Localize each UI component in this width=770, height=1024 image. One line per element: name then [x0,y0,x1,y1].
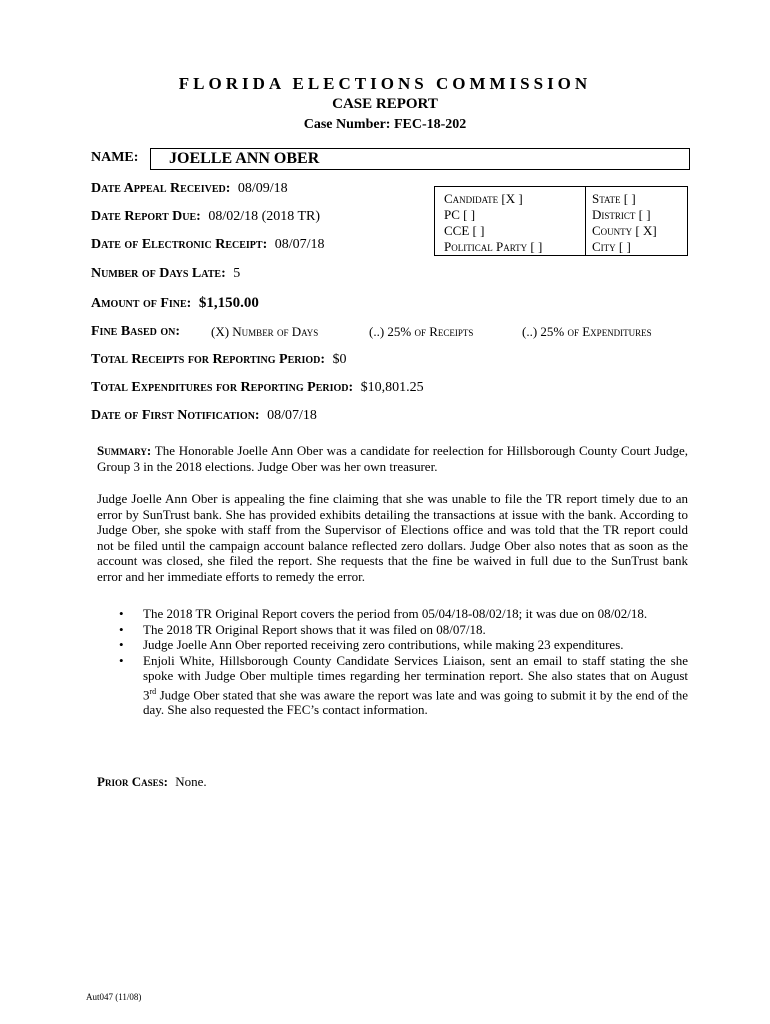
amount-of-fine-field [91,295,259,312]
first-notification-value: 08/07/18 [267,408,317,423]
fine-option-receipts: (..) 25% of Receipts [369,324,474,339]
findings-list [97,606,688,718]
prior-cases-value: None. [175,774,207,789]
list-item [119,621,688,638]
total-receipts-value: $0 [332,352,347,367]
pc-checkbox: PC [ ] [444,207,476,222]
amount-of-fine-value: $1,150.00 [198,295,259,311]
date-report-due-field [91,209,320,225]
filer-type-column-right [592,191,657,255]
city-checkbox: City [ ] [592,239,631,254]
date-appeal-received-label: Date Appeal Received: [91,181,231,196]
date-report-due-value: 08/02/18 (2018 TR) [208,209,321,224]
date-appeal-received-value: 08/09/18 [237,181,288,196]
filer-type-column-left [444,191,542,255]
bullet-icon: • [119,637,124,652]
bullet-icon: • [119,621,124,637]
county-checkbox: County [ X] [592,223,657,238]
finding-text: Enjoli White, Hillsborough County Candidate Services Liaison, sent an email to staff stating the she spoke with Judge Ober multiple times regarding her termination report. She also states that on August 3 [143,652,688,702]
first-notification-field [91,408,317,424]
fine-based-on-row [0,324,770,342]
first-notification-label: Date of First Notification: [91,408,260,423]
date-appeal-received-field [91,181,288,197]
list-item [119,606,688,622]
district-checkbox: District [ ] [592,207,651,222]
list-item [119,637,688,653]
state-checkbox: State [ ] [592,191,636,206]
date-electronic-receipt-field [91,237,325,253]
total-expenditures-value: $10,801.25 [360,380,424,395]
finding-text: The 2018 TR Original Report covers the period from 05/04/18-08/02/18; it was due on 08/02/18. [143,606,648,621]
summary-text: The Honorable Joelle Ann Ober was a candidate for reelection for Hillsborough County Court Judge, Group 3 in the 2018 elections. Judge Ober was her own treasurer. [97,443,689,474]
fine-based-on-label: Fine Based on: [91,324,181,339]
total-expenditures-field [91,380,424,396]
organization-title: FLORIDA ELECTIONS COMMISSION [178,74,592,93]
date-report-due-label: Date Report Due: [91,209,201,224]
name-value: JOELLE ANN OBER [169,150,320,167]
total-expenditures-label: Total Expenditures for Reporting Period: [91,380,354,395]
finding-text-continued: Judge Ober stated that she was aware the report was late and was going to submit it by the end of the day. She also requested the FEC’s contact information. [143,686,688,718]
political-party-checkbox: Political Party [ ] [444,239,543,254]
prior-cases-label: Prior Cases: [97,774,168,789]
form-number-footer: Aut047 (11/08) [86,992,142,1002]
date-electronic-receipt-value: 08/07/18 [274,237,325,252]
total-receipts-label: Total Receipts for Reporting Period: [91,352,326,367]
days-late-field [91,266,240,282]
days-late-label: Number of Days Late: [91,266,226,281]
name-box [150,148,690,170]
summary-paragraph [97,443,688,474]
report-type-heading: CASE REPORT [332,96,438,112]
finding-text: The 2018 TR Original Report shows that it was filed on 08/07/18. [143,621,486,637]
ordinal-superscript: rd [149,686,157,696]
cce-checkbox: CCE [ ] [444,223,485,238]
amount-of-fine-label: Amount of Fine: [91,296,192,311]
fine-option-number-of-days: (X) Number of Days [211,324,319,339]
case-number: Case Number: FEC-18-202 [303,117,467,132]
bullet-icon: • [119,652,124,668]
bullet-icon: • [119,606,124,621]
fine-option-expenditures: (..) 25% of Expenditures [522,324,652,339]
name-label: NAME: [91,150,139,165]
summary-label: Summary: [97,443,152,458]
candidate-checkbox: Candidate [X ] [444,191,523,206]
total-receipts-field [91,352,347,368]
prior-cases-field [97,774,207,790]
date-electronic-receipt-label: Date of Electronic Receipt: [91,237,268,252]
appeal-paragraph: Judge Joelle Ann Ober is appealing the fine claiming that she was unable to file the TR report timely due to an error by SunTrust bank. She has provided exhibits detailing the transactions at issue with the bank. According to Judge Ober, she spoke with staff from the Supervisor of Elections office and was told that the TR report could not be filed until the campaign account balance reflected zero dollars. Judge Ober also notes that as soon as the account was closed, she filed the report. She requests that the fine be waived in full due to the SunTrust bank error and her immediate efforts to remedy the error. [97,491,688,584]
filer-type-box [434,186,688,256]
list-item [119,652,688,718]
days-late-value: 5 [233,266,241,281]
filer-type-divider [585,187,586,255]
finding-text: Judge Joelle Ann Ober reported receiving zero contributions, while making 23 expenditures. [143,637,624,652]
